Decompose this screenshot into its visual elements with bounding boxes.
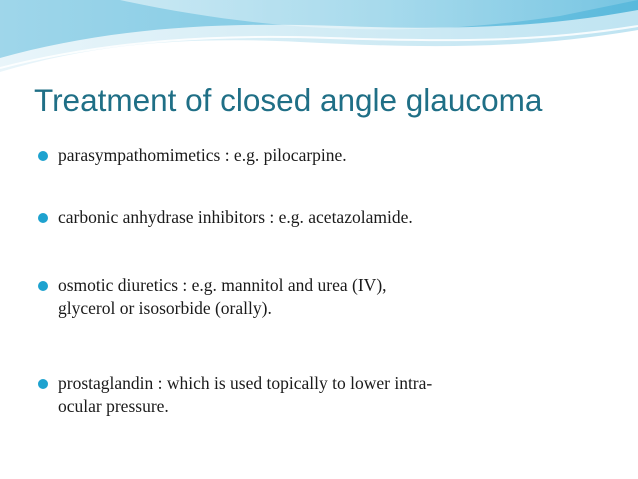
bullet-text (58, 372, 598, 418)
bullet-dot-icon (38, 379, 48, 389)
bullet-dot-icon (38, 281, 48, 291)
slide-title: Treatment of closed angle glaucoma (34, 82, 543, 118)
bullet-text-line-2: ocular pressure. (58, 396, 169, 416)
bullet-text: parasympathomimetics : e.g. pilocarpine. (58, 145, 347, 165)
bullet-dot-icon (38, 151, 48, 161)
bullet-text: carbonic anhydrase inhibitors : e.g. acetazolamide. (58, 207, 413, 227)
bullet-dot-icon (38, 213, 48, 223)
bullet-text (58, 274, 598, 320)
bullet-text-line-1: osmotic diuretics : e.g. mannitol and urea (IV), (58, 275, 387, 295)
bullet-text-line-2: glycerol or isosorbide (orally). (58, 298, 272, 318)
bullet-text-line-1: prostaglandin : which is used topically to lower intra- (58, 373, 433, 393)
